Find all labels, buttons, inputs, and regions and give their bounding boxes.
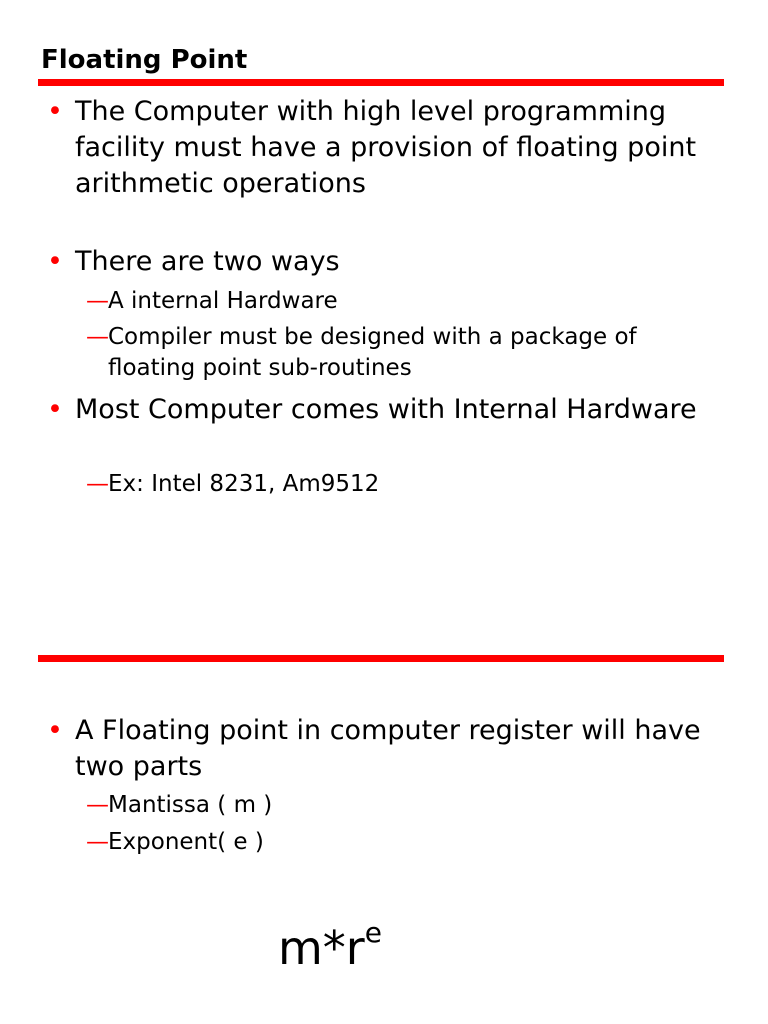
sub-bullet-marker: — (86, 288, 109, 314)
sub-bullet-item (86, 322, 716, 384)
sub-bullet-text: Ex: Intel 8231, Am9512 (108, 471, 380, 497)
sub-bullet-text: Exponent( e ) (108, 829, 264, 855)
bullet-item (47, 713, 707, 785)
bullet-text: There are two ways (75, 246, 340, 277)
bullet-marker: • (47, 715, 63, 746)
sub-bullet-item (86, 286, 716, 317)
bullet-marker: • (47, 246, 63, 277)
bullet-text: A Floating point in computer register will have two parts (75, 715, 701, 782)
slide-title: Floating Point (41, 45, 248, 75)
sub-bullet-text: Compiler must be designed with a package of floating point sub-routines (108, 324, 637, 381)
bullet-text: The Computer with high level programming facility must have a provision of floating point arithmetic operations (75, 96, 697, 199)
formula-base: m*r (278, 921, 365, 975)
bullet-marker: • (47, 96, 63, 127)
formula-exponent: e (364, 916, 382, 949)
bullet-item (47, 392, 707, 428)
section-divider (38, 655, 724, 662)
bullet-marker: • (47, 394, 63, 425)
bullet-item (47, 94, 707, 202)
sub-bullet-text: Mantissa ( m ) (108, 792, 273, 818)
sub-bullet-marker: — (86, 324, 109, 350)
bullet-item (47, 244, 707, 280)
sub-bullet-text: A internal Hardware (108, 288, 338, 314)
floating-point-formula (278, 916, 382, 976)
sub-bullet-marker: — (86, 792, 109, 818)
sub-bullet-marker: — (86, 829, 109, 855)
title-divider (38, 79, 724, 86)
sub-bullet-item (86, 469, 716, 500)
sub-bullet-item (86, 827, 716, 858)
sub-bullet-item (86, 790, 716, 821)
bullet-text: Most Computer comes with Internal Hardware (75, 394, 697, 425)
sub-bullet-marker: — (86, 471, 109, 497)
